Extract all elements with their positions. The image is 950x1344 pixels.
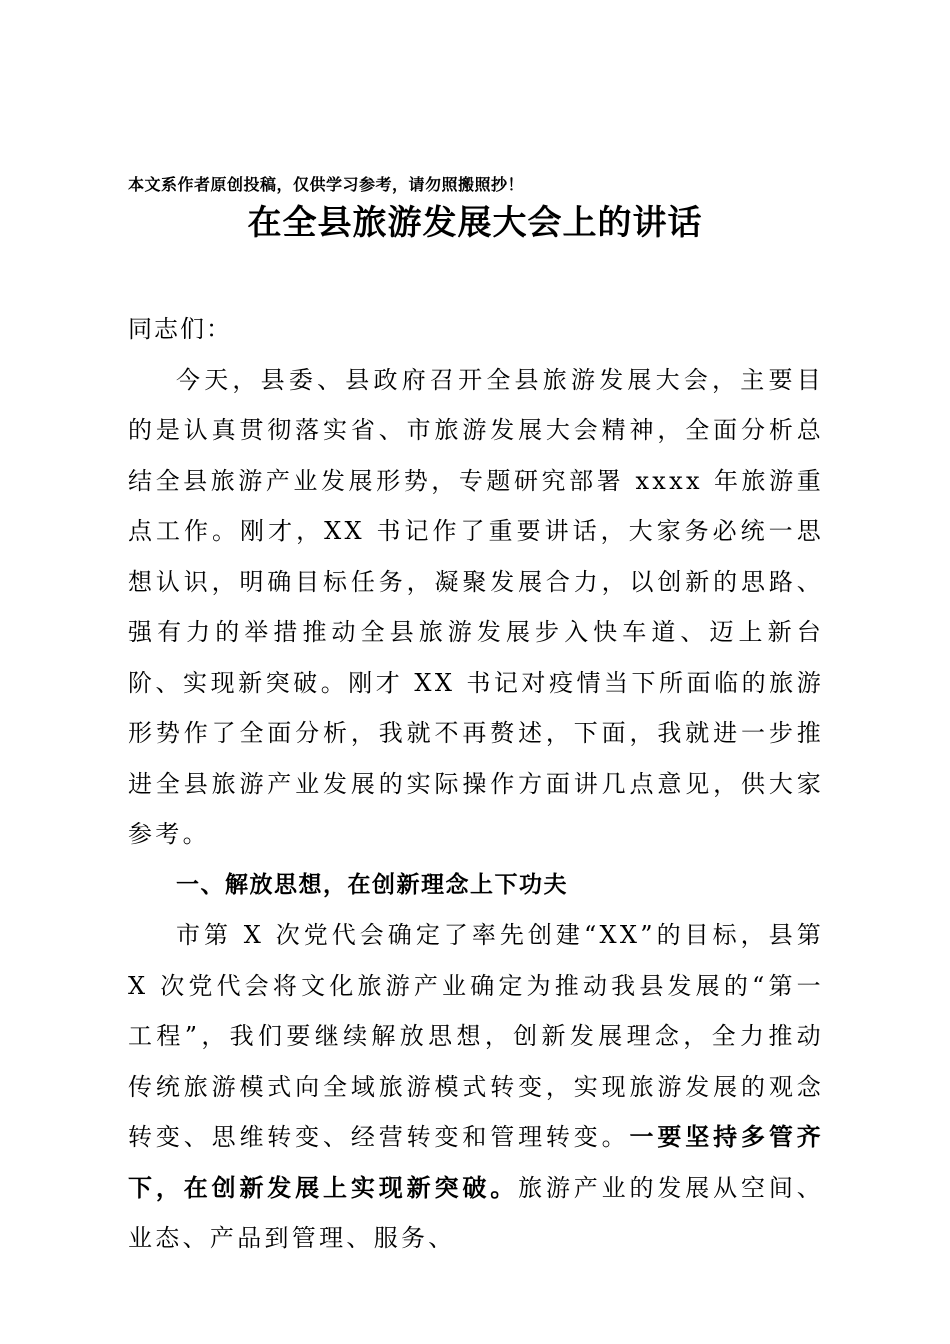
document-body xyxy=(128,304,824,1264)
document-title: 在全县旅游发展大会上的讲话 xyxy=(247,203,703,243)
section-1-paragraph xyxy=(128,910,824,1264)
section-1-text-part1: 市第 X 次党代会确定了率先创建“XX”的目标，县第 X 次党代会将文化旅游产业确定为推动我县发展的“第一工程”，我们要继续解放思想，创新发展理念，全力推动传统旅游模式向全域旅游模式转变，实现旅游发展的观念转变、思维转变、经营转变和管理转变。 xyxy=(128,921,824,1151)
salutation: 同志们： xyxy=(128,315,232,343)
intro-paragraph: 今天，县委、县政府召开全县旅游发展大会，主要目的是认真贯彻落实省、市旅游发展大会精神，全面分析总结全县旅游产业发展形势，专题研究部署 xxxx 年旅游重点工作。刚才，XX 书记作了重要讲话，大家务必统一思想认识，明确目标任务，凝聚发展合力，以创新的思路、强有力的举措推动全县旅游发展步入快车道、迈上新台阶、实现新突破。刚才 XX 书记对疫情当下所面临的旅游形势作了全面分析，我就不再赘述，下面，我就进一步推进全县旅游产业发展的实际操作方面讲几点意见，供大家参考。 xyxy=(128,365,824,848)
section-heading-1: 一、解放思想，在创新理念上下功夫 xyxy=(176,871,568,898)
copyright-notice: 本文系作者原创投稿，仅供学习参考，请勿照搬照抄！ xyxy=(128,175,525,194)
section-1-text-part2: 旅游产业的发展从空间、业态、产品到管理、服务、 xyxy=(128,1173,824,1252)
section-1-bold-point: 一要坚持多管齐下，在创新发展上实现新突破。 xyxy=(128,1122,824,1202)
